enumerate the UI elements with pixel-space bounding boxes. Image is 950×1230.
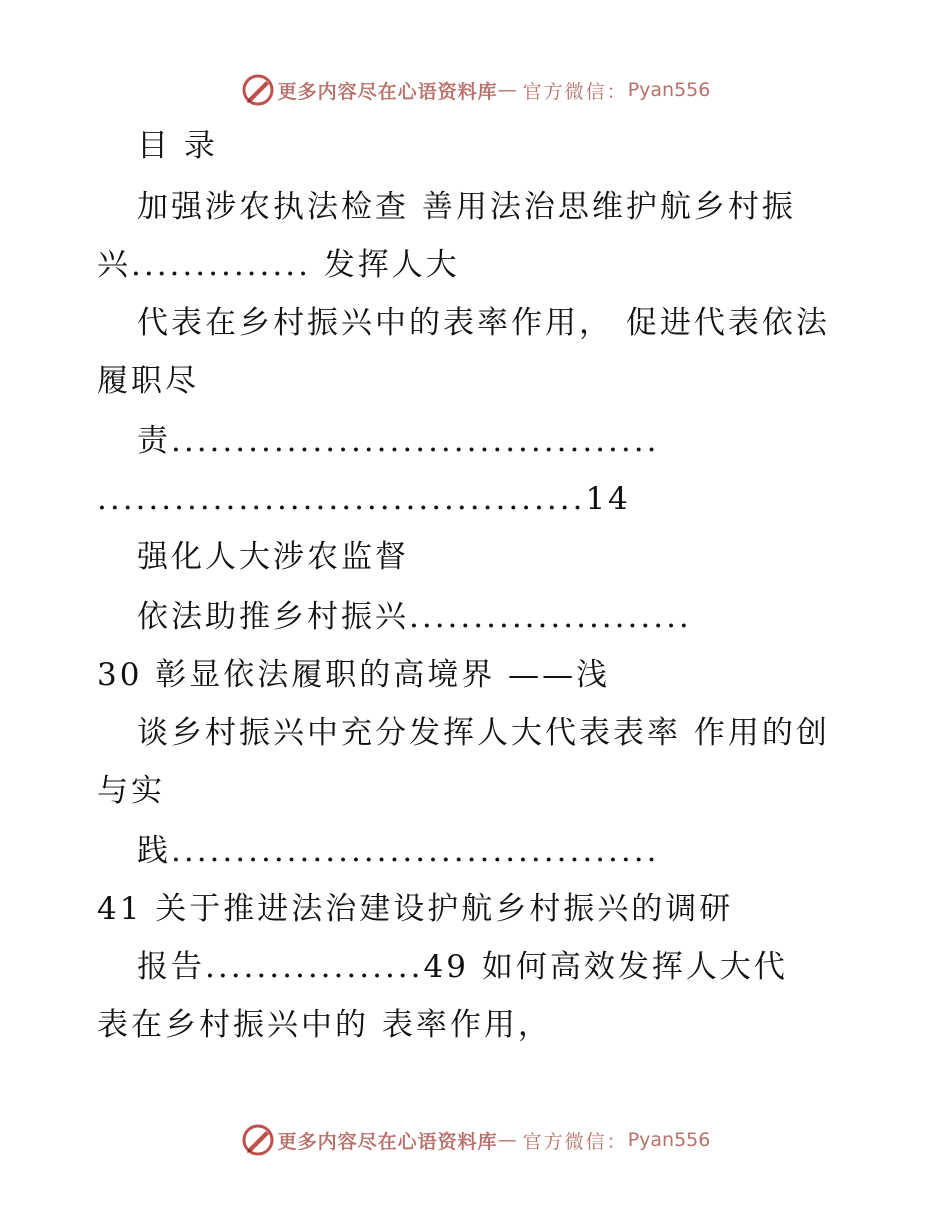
banner-site-text: 更多内容尽在心语资料库 — [277, 80, 498, 103]
toc-line: 践...................................... — [137, 833, 660, 869]
toc-line: 代表在乡村振兴中的表率作用， 促进代表依法 — [137, 305, 830, 341]
header-banner — [0, 70, 950, 110]
banner-site-text: 更多内容尽在心语资料库 — [277, 1130, 498, 1153]
toc-heading: 目 录 — [137, 128, 218, 164]
banner-wechat-label: 官方微信： — [522, 1130, 628, 1153]
toc-line: 30 彰显依法履职的高境界 ——浅 — [97, 657, 611, 693]
banner-wechat-label: 官方微信： — [522, 80, 628, 103]
toc-line: 报告.................49 如何高效发挥人大代 — [137, 949, 788, 985]
banner-separator: — — [497, 1129, 517, 1151]
toc-line: 兴.............. 发挥人大 — [97, 247, 460, 283]
toc-line: 与实 — [97, 773, 165, 809]
toc-line: 表在乡村振兴中的 表率作用， — [97, 1007, 552, 1043]
toc-line: 谈乡村振兴中充分发挥人大代表表率 作用的创 — [137, 715, 830, 751]
toc-line: 强化人大涉农监督 — [137, 539, 409, 575]
toc-line: 41 关于推进法治建设护航乡村振兴的调研 — [97, 891, 734, 927]
banner-wechat-id: Pyan556 — [627, 79, 711, 101]
banner-wechat-id: Pyan556 — [627, 1129, 711, 1151]
footer-banner — [0, 1120, 950, 1160]
toc-line: 加强涉农执法检查 善用法治思维护航乡村振 — [137, 189, 796, 225]
banner-separator: — — [497, 79, 517, 101]
toc-line: 履职尽 — [97, 363, 199, 399]
toc-line: 责...................................... — [137, 423, 660, 459]
toc-line: 依法助推乡村振兴...................... — [137, 599, 692, 635]
toc-line: ......................................14 — [97, 481, 631, 517]
pen-logo-icon — [240, 72, 276, 108]
pen-logo-icon — [240, 1122, 276, 1158]
